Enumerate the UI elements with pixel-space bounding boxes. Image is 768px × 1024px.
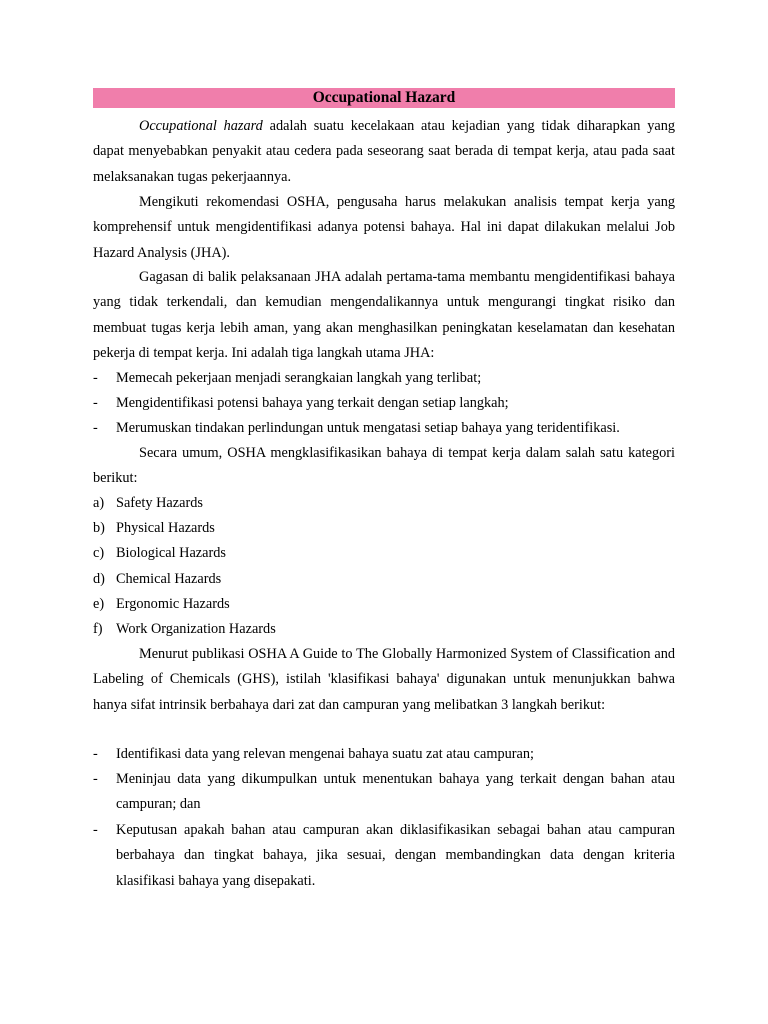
list-item-hazard-category	[93, 617, 675, 642]
section-title-text: Occupational Hazard	[312, 89, 456, 106]
list-marker: -	[93, 420, 98, 436]
list-marker: -	[93, 822, 98, 838]
list-marker: c)	[93, 545, 105, 561]
list-marker: a)	[93, 495, 105, 511]
list-marker: d)	[93, 571, 105, 587]
list-item-text: Identifikasi data yang relevan mengenai bahaya suatu zat atau campuran;	[116, 746, 534, 762]
list-marker: -	[93, 395, 98, 411]
list-item-text: Memecah pekerjaan menjadi serangkaian langkah yang terlibat;	[116, 370, 482, 386]
list-item-text: Safety Hazards	[116, 495, 203, 511]
paragraph-definition	[93, 114, 675, 190]
paragraph-ghs-publication: Menurut publikasi OSHA A Guide to The Globally Harmonized System of Classification and Labeling of Chemicals (GHS), istilah 'klasifikasi bahaya' digunakan untuk menunjukkan bahwa hanya sifat intrinsik berbahaya dari zat dan campuran yang melibatkan 3 langkah berikut:	[93, 646, 675, 713]
list-item-ghs-step	[93, 767, 675, 818]
list-marker: f)	[93, 621, 103, 637]
paragraph-hazard-classification: Secara umum, OSHA mengklasifikasikan bahaya di tempat kerja dalam salah satu kategori berikut:	[93, 445, 675, 487]
list-item-hazard-category	[93, 567, 675, 592]
list-item-text: Mengidentifikasi potensi bahaya yang terkait dengan setiap langkah;	[116, 395, 509, 411]
list-item-text: Meninjau data yang dikumpulkan untuk menentukan bahaya yang terkait dengan bahan atau campuran; dan	[116, 771, 675, 813]
list-item-text: Ergonomic Hazards	[116, 596, 230, 612]
list-item-hazard-category	[93, 592, 675, 617]
list-item-text: Keputusan apakah bahan atau campuran akan diklasifikasikan sebagai bahan atau campuran berbahaya dan tingkat bahaya, jika sesuai, dengan membandingkan data dengan kriteria klasifikasi bahaya yang disepakati.	[116, 822, 675, 889]
list-item-jha-step	[93, 366, 675, 391]
term-occupational-hazard: Occupational hazard	[139, 118, 263, 134]
list-item-text: Chemical Hazards	[116, 571, 222, 587]
paragraph-osha-recommendation: Mengikuti rekomendasi OSHA, pengusaha harus melakukan analisis tempat kerja yang komprehensif untuk mengidentifikasi adanya potensi bahaya. Hal ini dapat dilakukan melalui Job Hazard Analysis (JHA).	[93, 194, 675, 261]
list-item-hazard-category	[93, 516, 675, 541]
list-marker: -	[93, 370, 98, 386]
list-item-text: Work Organization Hazards	[116, 621, 276, 637]
paragraph-definition-text: adalah suatu kecelakaan atau kejadian yang tidak diharapkan yang dapat menyebabkan penyakit atau cedera pada seseorang saat berada di tempat kerja, atau pada saat melaksanakan tugas pekerjaannya.	[93, 118, 675, 185]
section-title	[93, 88, 675, 108]
list-item-text: Biological Hazards	[116, 545, 226, 561]
list-item-text: Merumuskan tindakan perlindungan untuk mengatasi setiap bahaya yang teridentifikasi.	[116, 420, 620, 436]
list-item-ghs-step	[93, 818, 675, 894]
list-marker: -	[93, 746, 98, 762]
paragraph-jha-idea: Gagasan di balik pelaksanaan JHA adalah pertama-tama membantu mengidentifikasi bahaya yang tidak terkendali, dan kemudian mengendalikannya untuk mengurangi tingkat risiko dan membuat tugas kerja lebih aman, yang akan menghasilkan peningkatan keselamatan dan kesehatan pekerja di tempat kerja. Ini adalah tiga langkah utama JHA:	[93, 269, 675, 361]
list-item-jha-step	[93, 416, 675, 441]
list-item-hazard-category	[93, 491, 675, 516]
list-item-hazard-category	[93, 541, 675, 566]
list-item-ghs-step	[93, 742, 675, 767]
list-marker: b)	[93, 520, 105, 536]
list-marker: e)	[93, 596, 105, 612]
list-item-jha-step	[93, 391, 675, 416]
list-item-text: Physical Hazards	[116, 520, 215, 536]
list-marker: -	[93, 771, 98, 787]
